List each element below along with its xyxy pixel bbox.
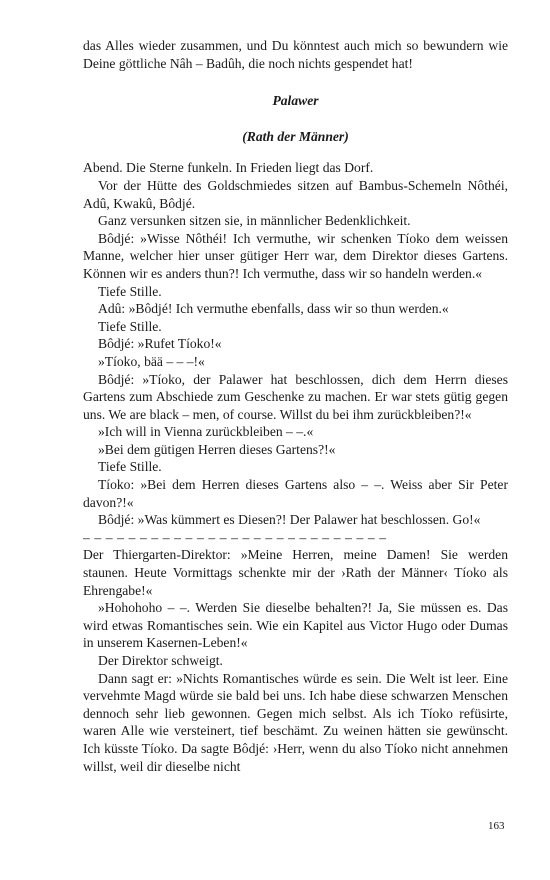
- paragraph: Bôdjé: »Was kümmert es Diesen?! Der Palawer hat beschlossen. Go!«: [98, 512, 481, 528]
- paragraph: Tiefe Stille.: [98, 459, 162, 475]
- paragraph: Abend. Die Sterne funkeln. In Frieden liegt das Dorf.: [83, 160, 374, 176]
- intro-paragraph: das Alles wieder zusammen, und Du könntest auch mich so bewundern wie Deine göttliche Nâh – Badûh, die noch nichts gespendet hat!: [83, 38, 508, 71]
- paragraph: Tiefe Stille.: [98, 318, 162, 334]
- section-separator: – – – – – – – – – – – – – – – – – – – – – – – – – – –: [83, 529, 387, 545]
- paragraph: »Ich will in Vienna zurückbleiben – –.«: [98, 424, 314, 440]
- section-subtitle: (Rath der Männer): [242, 128, 349, 144]
- paragraph: Bôdjé: »Wisse Nôthéi! Ich vermuthe, wir schenken Tíoko dem weissen Manne, welcher hier unser gütiger Herr war, dem Direktor dieses Gartens. Können wir es anders thun?! Ich vermuthe, dass wir so handeln werden.«: [83, 230, 508, 281]
- paragraph: Vor der Hütte des Goldschmiedes sitzen auf Bambus-Schemeln Nôthéi, Adû, Kwakû, Bôdjé.: [83, 177, 508, 211]
- paragraph: Bôdjé: »Rufet Tíoko!«: [98, 336, 222, 352]
- section-title: Palawer: [272, 93, 319, 109]
- paragraphs-section-2: [83, 546, 508, 775]
- page-body: [83, 37, 508, 775]
- paragraph: »Hohohoho – –. Werden Sie dieselbe behalten?! Ja, Sie müssen es. Das wird etwas Romantisches sein. Wie ein Kapitel aus Victor Hugo oder Dumas in unserem Kasernen-Leben!«: [83, 600, 508, 651]
- paragraph: »Tíoko, bää – – –!«: [98, 353, 205, 369]
- page-number: 163: [488, 820, 505, 832]
- paragraph: Der Direktor schweigt.: [98, 653, 223, 668]
- paragraph: Tiefe Stille.: [98, 283, 162, 299]
- paragraph: »Bei dem gütigen Herren dieses Gartens?!«: [98, 441, 336, 457]
- paragraph: Adû: »Bôdjé! Ich vermuthe ebenfalls, dass wir so thun werden.«: [98, 301, 449, 317]
- paragraph: Der Thiergarten-Direktor: »Meine Herren, meine Damen! Sie werden staunen. Heute Vormittags schenkte mir der ›Rath der Männer‹ Tíoko als Ehrengabe!«: [83, 547, 508, 598]
- paragraph: Tíoko: »Bei dem Herren dieses Gartens also – –. Weiss aber Sir Peter davon?!«: [83, 477, 508, 510]
- paragraphs-section-1: [83, 159, 508, 528]
- paragraph: Bôdjé: »Tíoko, der Palawer hat beschlossen, dich dem Herrn dieses Gartens zum Abschiede zum Geschenke zu machen. Er war stets gütig gegen uns. We are black – men, of course. Willst du bei ihm zurückbleiben?!«: [83, 371, 508, 422]
- paragraph: Ganz versunken sitzen sie, in männlicher Bedenklichkeit.: [98, 213, 411, 229]
- paragraph: Dann sagt er: »Nichts Romantisches würde es sein. Die Welt ist leer. Eine vervehmte Magd würde sie bald bei uns. Ich habe diese schwarzen Menschen dennoch sehr lieb gewonnen. Gegen mich selbst. Als ich Tíoko refüsirte, waren Alle wie versteinert, tief beschämt. Zu weinen hätten sie gewünscht. Ich küsste Tíoko. Da sagte Bôdjé: ›Herr, wenn du also Tíoko nicht annehmen willst, weil dir dieselbe nicht: [83, 670, 508, 774]
